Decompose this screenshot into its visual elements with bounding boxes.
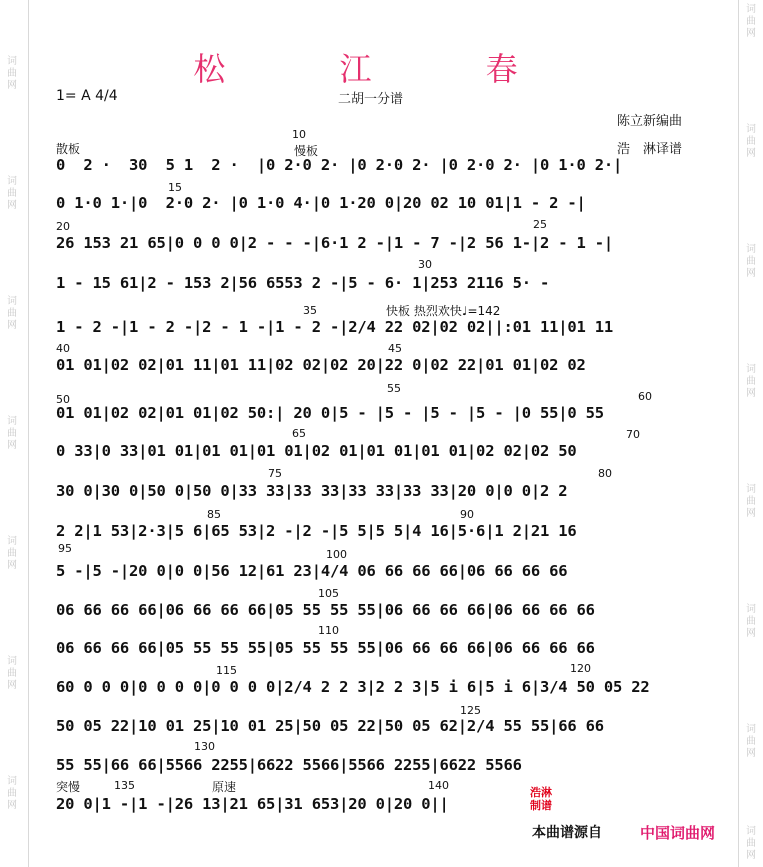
measure-number: 20 <box>56 220 70 233</box>
notation-line: 06 66 66 66|05 55 55 55|05 55 55 55|06 66 66 66|06 66 66 66 <box>56 639 595 657</box>
tempo-mark-tuman: 突慢 <box>56 780 81 794</box>
notation-line: 01 01|02 02|01 11|01 11|02 02|02 20|22 0|02 22|01 01|02 02 <box>56 356 586 374</box>
watermark: 词 曲 网 <box>7 176 17 211</box>
measure-number: 15 <box>168 181 182 194</box>
watermark: 词 曲 网 <box>746 364 756 399</box>
measure-number: 95 <box>58 542 72 555</box>
transcriber-credit: 浩 淋译谱 <box>617 142 683 157</box>
notation-line: 5 -|5 -|20 0|0 0|56 12|61 23|4/4 06 66 66 66|06 66 66 66 <box>56 562 568 580</box>
measure-number: 25 <box>533 218 547 231</box>
measure-number: 75 <box>268 467 282 480</box>
measure-number: 30 <box>418 258 432 271</box>
watermark: 词 曲 网 <box>746 124 756 159</box>
measure-number: 120 <box>570 662 591 675</box>
source-label: 本曲谱源自 <box>532 825 602 841</box>
measure-number: 90 <box>460 508 474 521</box>
tempo-mark-sanban: 散板 <box>56 142 81 156</box>
watermark: 词 曲 网 <box>7 656 17 691</box>
measure-number: 50 <box>56 393 70 406</box>
measure-number: 110 <box>318 624 339 637</box>
measure-number: 130 <box>194 740 215 753</box>
measure-number: 70 <box>626 428 640 441</box>
notation-line: 55 55|66 66|5566 2255|6622 5566|5566 2255|6622 5566 <box>56 756 522 774</box>
measure-number: 60 <box>638 390 652 403</box>
tempo-mark-yuansu: 原速 <box>212 780 237 794</box>
notation-line: 1 - 15 61|2 - 153 2|56 6553 2 -|5 - 6· 1|253 2116 5· - <box>56 274 550 292</box>
notation-line: 0 33|0 33|01 01|01 01|01 01|02 01|01 01|01 01|02 02|02 50 <box>56 442 577 460</box>
measure-number: 85 <box>207 508 221 521</box>
measure-number: 105 <box>318 587 339 600</box>
watermark: 词 曲 网 <box>7 776 17 811</box>
key-signature: 1= A 4/4 <box>56 88 118 104</box>
watermark: 词 曲 网 <box>746 724 756 759</box>
watermark: 词 曲 网 <box>7 296 17 331</box>
watermark: 词 曲 网 <box>7 416 17 451</box>
tempo-mark-kuaiban: 快板 热烈欢快♩=142 <box>386 304 501 318</box>
transcriber-stamp: 浩淋制谱 <box>530 786 552 812</box>
arranger-credit: 陈立新编曲 <box>617 114 683 129</box>
watermark: 词 曲 网 <box>7 56 17 91</box>
notation-line: 2 2|1 53|2·3|5 6|65 53|2 -|2 -|5 5|5 5|4 16|5·6|1 2|21 16 <box>56 522 577 540</box>
measure-number: 80 <box>598 467 612 480</box>
measure-number: 100 <box>326 548 347 561</box>
watermark: 词 曲 网 <box>746 826 756 861</box>
tempo-mark-manban: 慢板 <box>294 144 319 158</box>
notation-line: 20 0|1 -|1 -|26 13|21 65|31 653|20 0|20 0|| <box>56 795 449 813</box>
measure-number: 55 <box>387 382 401 395</box>
notation-line: 1 - 2 -|1 - 2 -|2 - 1 -|1 - 2 -|2/4 22 02|02 02||:01 11|01 11 <box>56 318 614 336</box>
watermark: 词 曲 网 <box>746 604 756 639</box>
score-subtitle: 二胡一分谱 <box>338 92 404 107</box>
measure-number: 135 <box>114 779 135 792</box>
measure-number: 140 <box>428 779 449 792</box>
notation-line: 26 153 21 65|0 0 0 0|2 - - -|6·1 2 -|1 - 7 -|2 56 1-|2 - 1 -| <box>56 234 614 252</box>
measure-number: 45 <box>388 342 402 355</box>
watermark: 词 曲 网 <box>746 244 756 279</box>
measure-number: 35 <box>303 304 317 317</box>
notation-line: 0 2 · 30 5 1 2 · |0 2·0 2· |0 2·0 2· |0 2·0 2· |0 1·0 2·| <box>56 156 623 174</box>
measure-number: 40 <box>56 342 70 355</box>
notation-line: 50 05 22|10 01 25|10 01 25|50 05 22|50 05 62|2/4 55 55|66 66 <box>56 717 604 735</box>
notation-line: 0 1·0 1·|0 2·0 2· |0 1·0 4·|0 1·20 0|20 02 10 01|1 - 2 -| <box>56 194 586 212</box>
source-site-link[interactable]: 中国词曲网 <box>640 824 716 842</box>
notation-line: 06 66 66 66|06 66 66 66|05 55 55 55|06 66 66 66|06 66 66 66 <box>56 601 595 619</box>
measure-number: 10 <box>292 128 306 141</box>
watermark: 词 曲 网 <box>746 484 756 519</box>
watermark: 词 曲 网 <box>7 536 17 571</box>
measure-number: 125 <box>460 704 481 717</box>
notation-line: 30 0|30 0|50 0|50 0|33 33|33 33|33 33|33 33|20 0|0 0|2 2 <box>56 482 568 500</box>
measure-number: 115 <box>216 664 237 677</box>
notation-line: 60 0 0 0|0 0 0 0|0 0 0 0|2/4 2 2 3|2 2 3|5 i 6|5 i 6|3/4 50 05 22 <box>56 678 650 696</box>
measure-number: 65 <box>292 427 306 440</box>
notation-line: 01 01|02 02|01 01|02 50:| 20 0|5 - |5 - |5 - |5 - |0 55|0 55 <box>56 404 604 422</box>
watermark: 词 曲 网 <box>746 4 756 39</box>
score-title: 松 江 春 <box>193 50 570 88</box>
